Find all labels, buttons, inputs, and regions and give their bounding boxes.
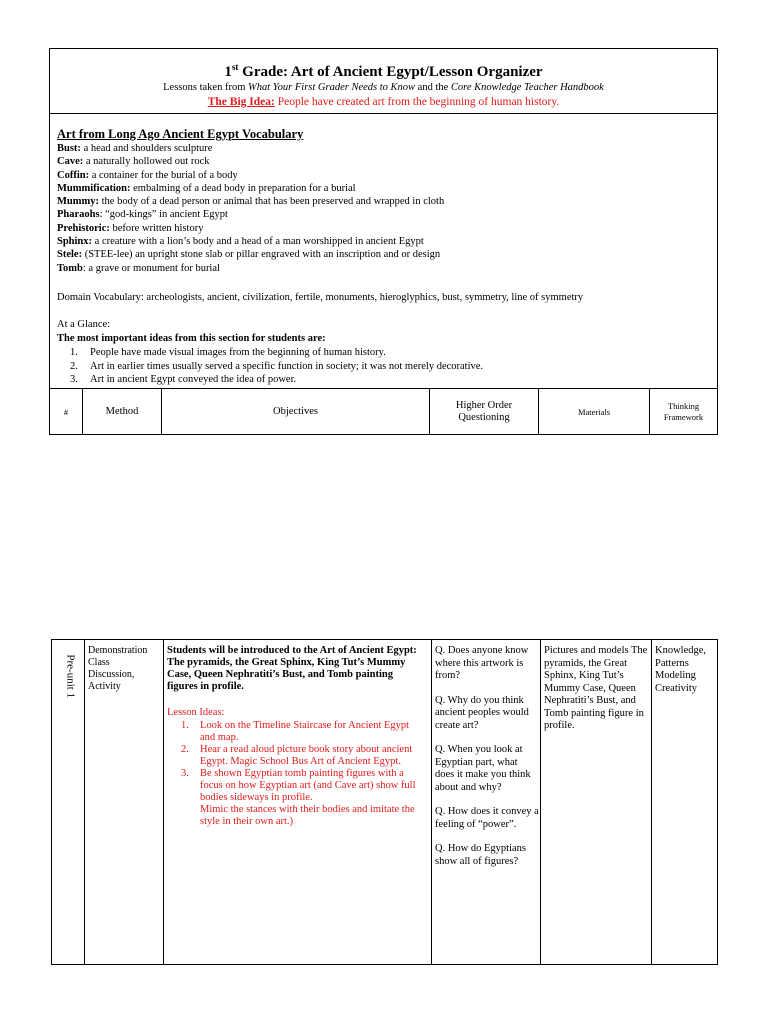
list-number: 3.: [181, 767, 189, 779]
list-item: [70, 346, 483, 360]
big-idea: [50, 96, 717, 114]
vocab-term: Coffin:: [57, 169, 90, 181]
vocab-item: [57, 235, 444, 248]
vocab-definition: a head and shoulders sculpture: [80, 143, 213, 154]
vocab-term: Tomb: [57, 262, 83, 274]
big-idea-label: The Big Idea:: [207, 96, 275, 108]
vocab-item: [57, 222, 444, 235]
source-prefix: Lessons taken from: [163, 82, 248, 93]
list-text: Be shown Egyptian tomb painting figures with a focus on how Egyptian art (and Cave art) show full bodies sideways in profile.: [200, 767, 416, 803]
list-text: People have made visual images from the beginning of human history.: [90, 347, 386, 358]
list-item: [181, 744, 419, 768]
source-line: [50, 82, 717, 93]
vocab-term: Mummification:: [57, 182, 131, 194]
at-a-glance-list: [70, 346, 483, 387]
title-text: Grade: Art of Ancient Egypt/Lesson Organizer: [238, 64, 543, 80]
vocab-item: [57, 208, 444, 221]
list-item: [181, 768, 419, 804]
lesson-organizer-header-box: [49, 48, 718, 435]
objectives-text: [167, 645, 419, 828]
list-number: 1.: [181, 719, 189, 731]
vocab-definition: before written history: [109, 222, 204, 234]
method-line: Class: [88, 657, 110, 668]
header-method: Method: [83, 389, 162, 435]
at-a-glance-intro: The most important ideas from this section for students are:: [57, 333, 326, 344]
header-questioning-line-1: Higher Order: [455, 400, 513, 411]
vocab-item: [57, 169, 444, 182]
vocab-definition: a creature with a lion’s body and a head of a man worshipped in ancient Egypt: [92, 236, 424, 248]
vocab-definition: a container for the burial of a body: [89, 169, 238, 181]
vocab-term: Pharaohs: [57, 209, 100, 221]
unit-cell: [52, 640, 85, 964]
title-grade-suffix: st: [231, 62, 239, 72]
objectives-intro: Students will be introduced to the Art of Ancient Egypt: The pyramids, the Great Sphinx, King Tut’s Mummy Case, Queen Nephratiti’s Bust, and Tomb painting figures in profile.: [167, 645, 417, 692]
thinking-framework-text: [655, 645, 719, 695]
question: Q. How does it convey a feeling of “power”.: [435, 806, 539, 830]
header-questioning-line-2: Questioning: [458, 412, 510, 423]
vocab-term: Prehistoric:: [57, 222, 110, 234]
vocab-definition: embalming of a dead body in preparation for a burial: [130, 182, 356, 194]
list-item: [181, 720, 419, 744]
vocab-term: Stele:: [57, 249, 83, 261]
header-thinking-line-2: Framework: [663, 412, 704, 422]
vocab-term: Cave:: [57, 156, 84, 168]
lesson-table-row: [51, 639, 718, 965]
vocab-definition: (STEE-lee) an upright stone slab or pillar engraved with an inscription and or design: [82, 249, 441, 261]
lesson-ideas-label: Lesson Ideas:: [167, 707, 225, 718]
lesson-extra-text: Mimic the stances with their bodies and imitate the style in their own art.): [200, 803, 415, 827]
method-line: Discussion,: [88, 669, 135, 680]
table-header-row: [50, 388, 717, 435]
vocab-term: Sphinx:: [57, 236, 93, 248]
question: Q. Does anyone know where this artwork is from?: [435, 645, 529, 681]
vocab-definition: the body of a dead person or animal that has been preserved and wrapped in cloth: [99, 196, 445, 208]
vocab-definition: : “god-kings” in ancient Egypt: [99, 209, 228, 221]
thinking-line: Knowledge,: [655, 645, 707, 656]
lesson-ideas-list: [167, 720, 419, 804]
vocabulary-heading: Art from Long Ago Ancient Egypt Vocabulary: [57, 127, 304, 141]
header-thinking-line-1: Thinking: [667, 401, 700, 411]
header-materials: Materials: [539, 389, 650, 435]
list-item: [70, 373, 483, 387]
question: Q. When you look at Egyptian part, what does it make you think about and why?: [435, 744, 531, 793]
vocab-item: [57, 195, 444, 208]
list-number: 1.: [70, 347, 78, 358]
vocab-term: Mummy:: [57, 196, 99, 208]
vocab-definition: a naturally hollowed out rock: [83, 156, 210, 168]
question: Q. Why do you think ancient peoples would create art?: [435, 694, 529, 731]
at-a-glance-label: At a Glance:: [57, 319, 111, 330]
vocab-item: [57, 155, 444, 168]
vocab-item: [57, 248, 444, 261]
title-grade-number: 1: [224, 64, 232, 80]
materials-text: Pictures and models The pyramids, the Great Sphinx, King Tut’s Mummy Case, Queen Nephratiti’s Bust, and Tomb painting figure in profile.: [544, 645, 648, 731]
list-number: 2.: [70, 360, 78, 372]
vocab-item: [57, 142, 444, 155]
big-idea-text: People have created art from the beginning of human history.: [274, 96, 560, 108]
list-number: 2.: [181, 743, 189, 755]
list-item: [70, 360, 483, 374]
question: Q. How do Egyptians show all of figures?: [435, 843, 526, 867]
thinking-line: Modeling: [655, 670, 696, 681]
list-number: 3.: [70, 374, 78, 385]
vocab-definition: : a grave or monument for burial: [82, 262, 220, 274]
vocab-item: [57, 182, 444, 195]
header-objectives: Objectives: [162, 389, 430, 435]
questions-text: [435, 645, 539, 880]
document-title: [50, 62, 717, 81]
method-line: Demonstration: [88, 645, 148, 656]
method-line: Activity: [88, 681, 121, 692]
thinking-line: Creativity: [655, 682, 697, 694]
source-book-2: Core Knowledge Teacher Handbook: [450, 82, 604, 93]
vocab-term: Bust:: [57, 143, 81, 154]
domain-vocabulary: Domain Vocabulary: archeologists, ancient, civilization, fertile, monuments, hieroglyphics, bust, symmetry, line of symmetry: [57, 292, 584, 303]
thinking-line: Patterns: [655, 657, 689, 669]
header-number: #: [50, 389, 83, 435]
list-text: Art in earlier times usually served a specific function in society; it was not merely decorative.: [90, 360, 484, 372]
unit-label: Pre-unit 1: [64, 654, 77, 699]
vocabulary-list: [57, 142, 444, 275]
list-text: Hear a read aloud picture book story about ancient Egypt. Magic School Bus Art of Ancient Egypt.: [200, 743, 413, 767]
vocab-item: [57, 262, 444, 275]
source-and: and the: [415, 82, 451, 93]
method-text: [88, 645, 164, 693]
list-text: Look on the Timeline Staircase for Ancient Egypt and map.: [200, 719, 410, 743]
list-text: Art in ancient Egypt conveyed the idea of power.: [90, 374, 297, 385]
source-book-1: What Your First Grader Needs to Know: [248, 82, 416, 93]
header-questioning: [430, 389, 539, 435]
header-thinking-framework: [650, 389, 717, 435]
